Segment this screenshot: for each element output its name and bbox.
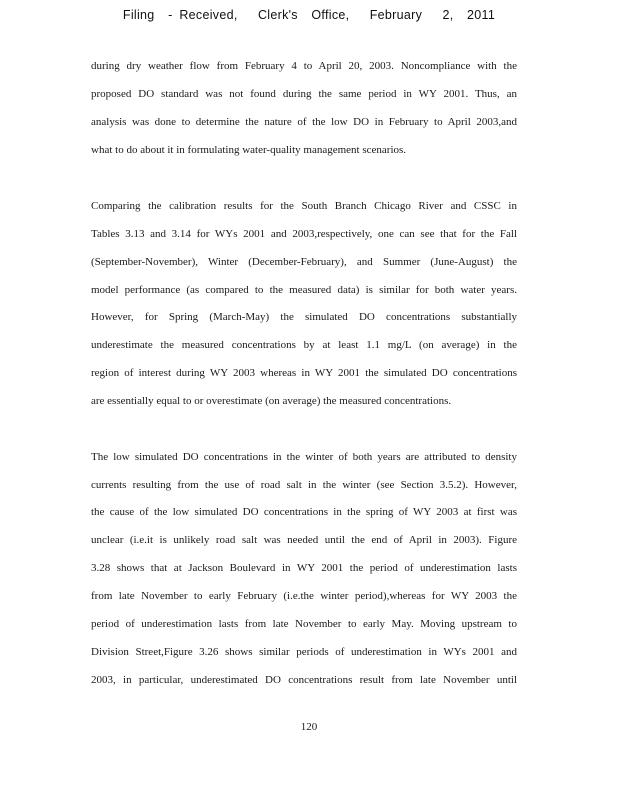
paragraph-1-line-2: proposed DO standard was not found during the same period in WY 2001. Thus, an: [91, 88, 517, 100]
paragraph-2-line-6: underestimate the measured concentrations by at least 1.1 mg/L (on average) in the: [91, 339, 517, 351]
paragraph-3-line-8: Division Street,Figure 3.26 shows similar periods of underestimation in WYs 2001 and: [91, 646, 517, 658]
paragraph-2-line-2: Tables 3.13 and 3.14 for WYs 2001 and 2003,respectively, one can see that for the Fall: [91, 228, 517, 240]
paragraph-3-line-5: 3.28 shows that at Jackson Boulevard in WY 2001 the period of underestimation lasts: [91, 562, 517, 574]
paragraph-3-line-4: unclear (i.e.it is unlikely road salt was needed until the end of April in 2003). Figure: [91, 534, 517, 546]
paragraph-2-line-1: Comparing the calibration results for the South Branch Chicago River and CSSC in: [91, 200, 517, 212]
paragraph-3-line-6: from late November to early February (i.e.the winter period),whereas for WY 2003 the: [91, 590, 517, 602]
paragraph-1-line-3: analysis was done to determine the nature of the low DO in February to April 2003,and: [91, 116, 517, 128]
paragraph-2-line-4: model performance (as compared to the measured data) is similar for both water years.: [91, 284, 517, 296]
paragraph-3-line-9: 2003, in particular, underestimated DO concentrations result from late November until: [91, 674, 517, 686]
paragraph-2-line-3: (September-November), Winter (December-February), and Summer (June-August) the: [91, 256, 517, 268]
paragraph-3-line-1: The low simulated DO concentrations in the winter of both years are attributed to density: [91, 451, 517, 463]
paragraph-3-line-3: the cause of the low simulated DO concentrations in the spring of WY 2003 at first was: [91, 506, 517, 518]
paragraph-1-line-4: what to do about it in formulating water-quality management scenarios.: [91, 144, 407, 156]
paragraph-2-line-8: are essentially equal to or overestimate (on average) the measured concentrations.: [91, 395, 452, 407]
paragraph-1-line-1: during dry weather flow from February 4 to April 20, 2003. Noncompliance with the: [91, 60, 517, 72]
paragraph-3-line-2: currents resulting from the use of road salt in the winter (see Section 3.5.2). However,: [91, 479, 517, 491]
paragraph-3-line-7: period of underestimation lasts from late November to early May. Moving upstream to: [91, 618, 517, 630]
paragraph-2-line-5: However, for Spring (March-May) the simulated DO concentrations substantially: [91, 311, 517, 323]
filing-header: Filing - Received, Clerk's Office, February 2, 2011: [122, 8, 496, 22]
paragraph-2-line-7: region of interest during WY 2003 whereas in WY 2001 the simulated DO concentrations: [91, 367, 517, 379]
page-number: 120: [300, 721, 318, 733]
